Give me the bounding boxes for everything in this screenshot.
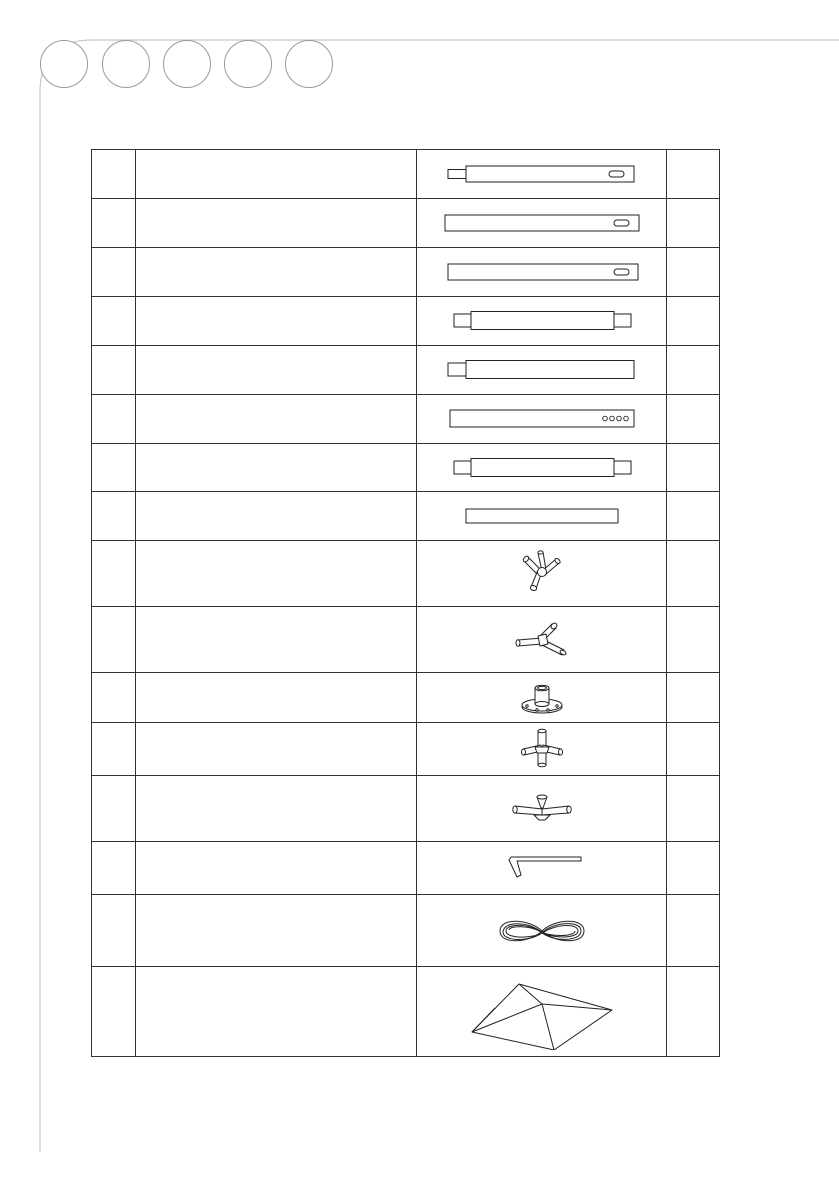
part-number — [92, 199, 136, 248]
language-badge-3 — [163, 40, 211, 88]
part-picture — [417, 395, 667, 444]
part-number — [92, 541, 136, 607]
part-quantity — [667, 199, 720, 248]
table-row — [92, 673, 720, 723]
part-number — [92, 150, 136, 199]
part-name — [136, 895, 417, 967]
table-row — [92, 607, 720, 673]
part-name — [136, 842, 417, 895]
table-row — [92, 967, 720, 1057]
table-row — [92, 199, 720, 248]
tube-insert-left-icon — [442, 359, 642, 381]
part-name — [136, 297, 417, 346]
part-name — [136, 967, 417, 1057]
part-number — [92, 444, 136, 492]
part-quantity — [667, 776, 720, 842]
part-number — [92, 492, 136, 541]
table-row — [92, 248, 720, 297]
part-picture — [417, 444, 667, 492]
part-name — [136, 346, 417, 395]
part-quantity — [667, 150, 720, 199]
tube-slot-right-icon — [442, 261, 642, 283]
part-name — [136, 395, 417, 444]
corner-connector-icon — [517, 727, 567, 771]
table-row — [92, 395, 720, 444]
cross-connector-icon — [507, 791, 577, 827]
three-way-connector-icon — [512, 618, 572, 662]
part-quantity — [667, 346, 720, 395]
part-quantity — [667, 541, 720, 607]
table-row — [92, 723, 720, 776]
part-picture — [417, 842, 667, 895]
top-hub-connector-icon — [512, 549, 572, 599]
part-picture — [417, 541, 667, 607]
table-row — [92, 150, 720, 199]
part-name — [136, 607, 417, 673]
part-number — [92, 842, 136, 895]
part-name — [136, 444, 417, 492]
part-picture — [417, 199, 667, 248]
table-row — [92, 444, 720, 492]
part-picture — [417, 492, 667, 541]
language-badge-2 — [102, 40, 150, 88]
part-number — [92, 967, 136, 1057]
part-quantity — [667, 723, 720, 776]
tube-insert-left-slot-right-icon — [442, 163, 642, 185]
part-quantity — [667, 842, 720, 895]
part-picture — [417, 895, 667, 967]
table-row — [92, 346, 720, 395]
part-number — [92, 776, 136, 842]
part-number — [92, 895, 136, 967]
part-picture — [417, 723, 667, 776]
part-picture — [417, 346, 667, 395]
part-picture — [417, 150, 667, 199]
part-name — [136, 776, 417, 842]
part-quantity — [667, 967, 720, 1057]
part-name — [136, 673, 417, 723]
part-picture — [417, 607, 667, 673]
part-name — [136, 492, 417, 541]
part-quantity — [667, 395, 720, 444]
part-number — [92, 723, 136, 776]
part-name — [136, 723, 417, 776]
part-picture — [417, 967, 667, 1057]
part-quantity — [667, 492, 720, 541]
plain-tube-icon — [442, 505, 642, 527]
part-name — [136, 248, 417, 297]
part-picture — [417, 297, 667, 346]
table-row — [92, 895, 720, 967]
part-name — [136, 150, 417, 199]
part-quantity — [667, 673, 720, 723]
part-picture — [417, 776, 667, 842]
part-quantity — [667, 895, 720, 967]
language-badge-4 — [224, 40, 272, 88]
allen-key-icon — [497, 851, 587, 885]
table-row — [92, 541, 720, 607]
tube-four-holes-icon — [442, 408, 642, 430]
part-number — [92, 395, 136, 444]
part-name — [136, 541, 417, 607]
tube-inserts-both-ends-icon — [442, 457, 642, 479]
tube-inserts-both-ends-icon — [442, 310, 642, 332]
part-quantity — [667, 444, 720, 492]
foot-plate-icon — [517, 680, 567, 716]
part-picture — [417, 673, 667, 723]
part-number — [92, 297, 136, 346]
part-name — [136, 199, 417, 248]
table-row — [92, 492, 720, 541]
table-row — [92, 776, 720, 842]
canopy-roof-icon — [467, 974, 617, 1050]
part-quantity — [667, 607, 720, 673]
part-number — [92, 346, 136, 395]
part-number — [92, 248, 136, 297]
part-number — [92, 607, 136, 673]
language-badge-5 — [285, 40, 333, 88]
part-quantity — [667, 297, 720, 346]
language-badge-1 — [40, 40, 88, 88]
part-number — [92, 673, 136, 723]
table-row — [92, 842, 720, 895]
table-row — [92, 297, 720, 346]
rope-coil-icon — [494, 911, 590, 951]
parts-list-table — [91, 149, 720, 1057]
tube-slot-right-icon — [442, 212, 642, 234]
part-picture — [417, 248, 667, 297]
part-quantity — [667, 248, 720, 297]
